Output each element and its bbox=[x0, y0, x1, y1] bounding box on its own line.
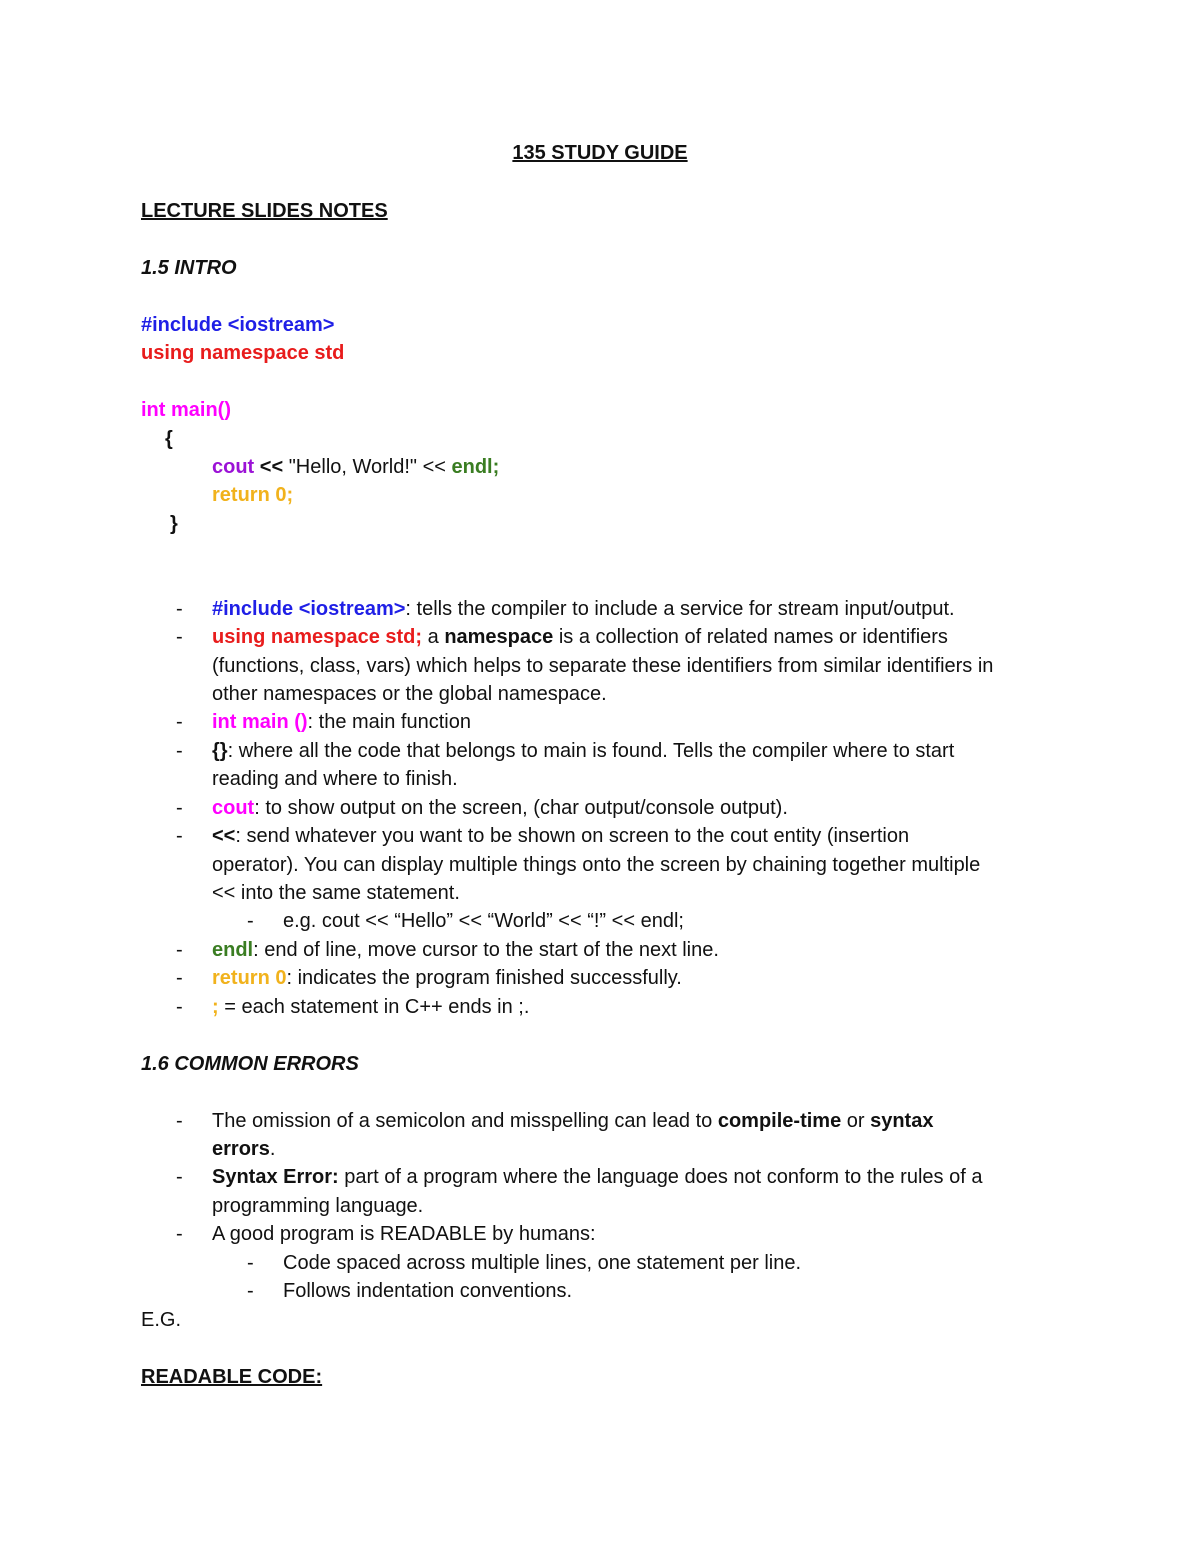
bullet-omission-period: . bbox=[269, 1138, 276, 1160]
bullet-include bbox=[212, 595, 955, 623]
bullet-dash: - bbox=[176, 740, 183, 762]
bullet-braces-line2: reading and where to finish. bbox=[212, 768, 458, 790]
sub-bullet-spacing: Code spaced across multiple lines, one statement per line. bbox=[283, 1252, 802, 1274]
code-return: return 0; bbox=[212, 484, 294, 506]
code-open-brace: { bbox=[165, 428, 173, 450]
bullet-dash: - bbox=[176, 797, 183, 819]
bullet-dash: - bbox=[176, 1166, 183, 1188]
code-include: #include <iostream> bbox=[141, 314, 335, 336]
bullet-insertion-line2: operator). You can display multiple things onto the screen by chaining together multiple bbox=[212, 854, 981, 876]
sub-bullet-dash: - bbox=[247, 1252, 254, 1274]
sub-bullet-indentation: Follows indentation conventions. bbox=[283, 1280, 573, 1302]
code-string: "Hello, World!" << bbox=[288, 456, 452, 478]
code-endl: endl; bbox=[451, 456, 500, 478]
bullet-omission-syntax: syntax bbox=[870, 1110, 934, 1132]
bullet-insertion bbox=[212, 822, 909, 850]
bullet-dash: - bbox=[176, 626, 183, 648]
bullet-syntax-error bbox=[212, 1163, 982, 1191]
bullet-cout-term: cout bbox=[212, 797, 255, 819]
code-using: using namespace std bbox=[141, 342, 345, 364]
bullet-namespace-term2: namespace bbox=[444, 626, 554, 648]
bullet-braces-term: {} bbox=[212, 740, 228, 762]
sub-bullet-dash: - bbox=[247, 910, 254, 932]
example-label: E.G. bbox=[141, 1309, 182, 1331]
bullet-omission-line2 bbox=[212, 1135, 275, 1163]
bullet-main bbox=[212, 708, 471, 736]
bullet-include-text: : tells the compiler to include a service for stream input/output. bbox=[405, 598, 955, 620]
heading-1-6-common-errors: 1.6 COMMON ERRORS bbox=[141, 1053, 359, 1075]
code-main: int main() bbox=[141, 399, 231, 421]
bullet-namespace-line2: (functions, class, vars) which helps to separate these identifiers from similar identifiers in bbox=[212, 655, 994, 677]
bullet-syntax-error-line2: programming language. bbox=[212, 1195, 424, 1217]
section-heading: LECTURE SLIDES NOTES bbox=[141, 200, 388, 222]
bullet-dash: - bbox=[176, 711, 183, 733]
bullet-syntax-error-term: Syntax Error: bbox=[212, 1166, 339, 1188]
bullet-braces-text: : where all the code that belongs to main is found. Tells the compiler where to start bbox=[227, 740, 955, 762]
bullet-insertion-term: << bbox=[212, 825, 236, 847]
bullet-namespace bbox=[212, 623, 948, 651]
bullet-dash: - bbox=[176, 1223, 183, 1245]
readable-code-heading: READABLE CODE: bbox=[141, 1366, 323, 1388]
bullet-return-term: return 0 bbox=[212, 967, 287, 989]
code-insertion-op: << bbox=[254, 456, 289, 478]
bullet-dash: - bbox=[176, 1110, 183, 1132]
bullet-syntax-error-text: part of a program where the language does not conform to the rules of a bbox=[338, 1166, 983, 1188]
sub-bullet-example: e.g. cout << “Hello” << “World” << “!” << endl; bbox=[283, 910, 684, 932]
bullet-insertion-line3: << into the same statement. bbox=[212, 882, 460, 904]
sub-bullet-dash: - bbox=[247, 1280, 254, 1302]
bullet-omission-text: The omission of a semicolon and misspelling can lead to bbox=[212, 1110, 718, 1132]
bullet-namespace-text: is a collection of related names or identifiers bbox=[553, 626, 948, 648]
bullet-main-term: int main () bbox=[212, 711, 308, 733]
bullet-dash: - bbox=[176, 967, 183, 989]
bullet-omission bbox=[212, 1107, 933, 1135]
bullet-insertion-text: : send whatever you want to be shown on screen to the cout entity (insertion bbox=[235, 825, 910, 847]
code-cout-keyword: cout bbox=[212, 456, 255, 478]
bullet-semicolon bbox=[212, 993, 529, 1021]
bullet-namespace-a: a bbox=[422, 626, 445, 648]
bullet-braces bbox=[212, 737, 954, 765]
bullet-dash: - bbox=[176, 996, 183, 1018]
bullet-semicolon-term: ; bbox=[212, 996, 219, 1018]
bullet-cout-text: : to show output on the screen, (char output/console output). bbox=[254, 797, 788, 819]
bullet-omission-compile-time: compile-time bbox=[717, 1110, 842, 1132]
bullet-return bbox=[212, 964, 682, 992]
bullet-main-text: : the main function bbox=[307, 711, 471, 733]
bullet-omission-errors: errors bbox=[212, 1138, 270, 1160]
bullet-return-text: : indicates the program finished successfully. bbox=[286, 967, 682, 989]
bullet-dash: - bbox=[176, 939, 183, 961]
bullet-namespace-term: using namespace std; bbox=[212, 626, 423, 648]
bullet-cout bbox=[212, 794, 788, 822]
bullet-dash: - bbox=[176, 598, 183, 620]
bullet-dash: - bbox=[176, 825, 183, 847]
bullet-semicolon-text: = each statement in C++ ends in ;. bbox=[218, 996, 530, 1018]
heading-1-5-intro: 1.5 INTRO bbox=[141, 257, 237, 279]
page-title: 135 STUDY GUIDE bbox=[512, 142, 688, 164]
bullet-endl bbox=[212, 936, 719, 964]
bullet-namespace-line3: other namespaces or the global namespace. bbox=[212, 683, 607, 705]
bullet-omission-or: or bbox=[841, 1110, 871, 1132]
bullet-include-term: #include <iostream> bbox=[212, 598, 406, 620]
bullet-endl-text: : end of line, move cursor to the start of the next line. bbox=[253, 939, 719, 961]
bullet-readable: A good program is READABLE by humans: bbox=[212, 1223, 596, 1245]
bullet-endl-term: endl bbox=[212, 939, 254, 961]
code-cout-line bbox=[212, 453, 499, 481]
code-close-brace: } bbox=[170, 513, 178, 535]
